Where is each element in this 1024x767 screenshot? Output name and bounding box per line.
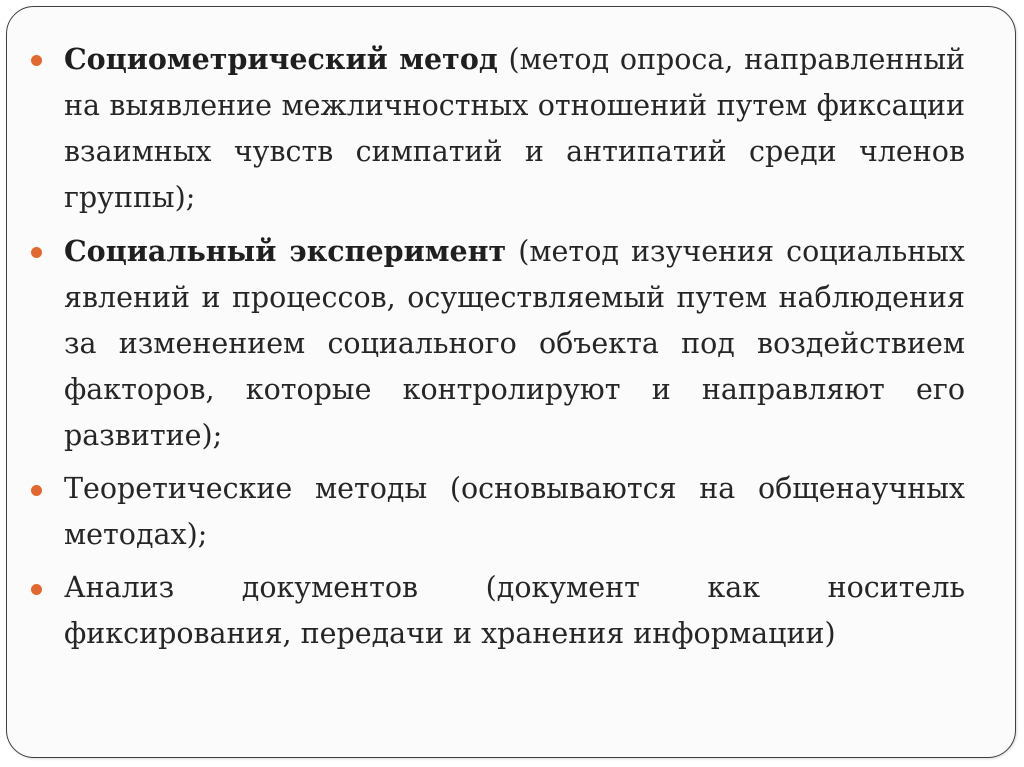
bullet-icon xyxy=(31,485,42,496)
slide-content xyxy=(30,36,965,664)
list-item-theoretical-methods xyxy=(30,466,965,558)
item-text: (метод изучения социальных явлений и процессов, осуществляемый путем наблюдения за изменением социального объекта под воздействием факторов, которые контролируют и направляют его развитие); xyxy=(64,235,965,452)
list-item-social-experiment xyxy=(30,228,965,459)
item-text: Теоретические методы (основываются на общенаучных методах); xyxy=(64,472,965,551)
bullet-icon xyxy=(31,247,42,258)
item-text: Анализ документов (документ как носитель фиксирования, передачи и хранения информации) xyxy=(64,571,965,650)
item-text: (метод опроса, направленный на выявление межличностных отношений путем фиксации взаимных чувств симпатий и антипатий среди членов группы); xyxy=(64,43,965,214)
list-item-sociometric-method xyxy=(30,36,965,221)
item-term: Социометрический метод xyxy=(64,42,498,76)
bullet-icon xyxy=(31,584,42,595)
bullet-icon xyxy=(31,55,42,66)
item-term: Социальный эксперимент xyxy=(64,234,507,268)
bullet-list xyxy=(30,36,965,657)
list-item-document-analysis xyxy=(30,565,965,657)
